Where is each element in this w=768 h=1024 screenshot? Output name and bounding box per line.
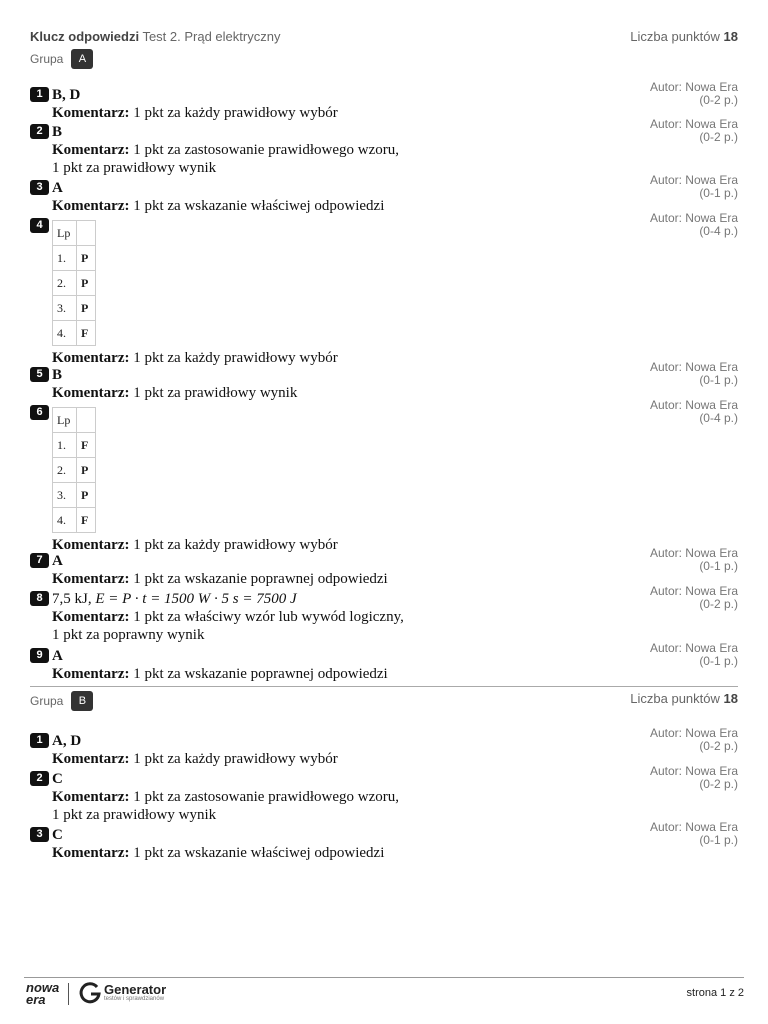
logo-line-1: nowa xyxy=(26,980,60,995)
points-value: 18 xyxy=(723,691,738,706)
points-range: (0-1 p.) xyxy=(699,186,738,200)
question-a1 xyxy=(30,80,738,122)
points-range: (0-2 p.) xyxy=(699,739,738,753)
comment-text: 1 pkt za prawidłowy wynik xyxy=(133,385,298,401)
comment-text: 1 pkt za wskazanie poprawnej odpowiedzi xyxy=(133,571,388,587)
table-row: 4. F xyxy=(53,508,96,533)
author: Autor: Nowa Era xyxy=(649,80,738,94)
comment-line-2: 1 pkt za poprawny wynik xyxy=(52,627,205,643)
question-meta xyxy=(650,399,738,425)
group-badge: B xyxy=(71,691,93,711)
question-a8 xyxy=(30,584,738,644)
document-title: Klucz odpowiedzi xyxy=(30,29,140,44)
author: Autor: Nowa Era xyxy=(649,360,738,374)
group-a-label xyxy=(30,49,93,69)
question-a2 xyxy=(30,117,738,177)
comment-label: Komentarz: xyxy=(52,350,130,366)
group-b-label xyxy=(30,691,93,711)
points-range: (0-2 p.) xyxy=(699,93,738,107)
comment xyxy=(52,665,738,683)
table-row: 1. F xyxy=(53,433,96,458)
comment xyxy=(52,570,738,588)
question-meta xyxy=(650,361,738,387)
answer-table xyxy=(52,407,96,533)
answer: B xyxy=(52,367,63,383)
group-badge: A xyxy=(71,49,93,69)
author: Autor: Nowa Era xyxy=(649,820,738,834)
table-row: 2. P xyxy=(53,458,96,483)
comment-label: Komentarz: xyxy=(52,751,130,767)
points-range: (0-4 p.) xyxy=(699,224,738,238)
points-range: (0-2 p.) xyxy=(699,597,738,611)
answer-table xyxy=(52,220,96,346)
group-label: Grupa xyxy=(30,52,64,66)
comment xyxy=(52,788,738,806)
author: Autor: Nowa Era xyxy=(649,546,738,560)
comment-text: 1 pkt za każdy prawidłowy wybór xyxy=(133,350,338,366)
comment-text: 1 pkt za wskazanie poprawnej odpowiedzi xyxy=(133,666,388,682)
question-number: 7 xyxy=(30,553,49,568)
question-b3 xyxy=(30,820,738,862)
question-a4 xyxy=(30,211,738,367)
question-number: 9 xyxy=(30,648,49,663)
question-number: 5 xyxy=(30,367,49,382)
comment-text: 1 pkt za wskazanie właściwej odpowiedzi xyxy=(133,845,385,861)
comment-label: Komentarz: xyxy=(52,105,130,121)
table-header: Lp xyxy=(53,408,77,433)
question-meta xyxy=(650,642,738,668)
comment-label: Komentarz: xyxy=(52,571,130,587)
comment-text: 1 pkt za wskazanie właściwej odpowiedzi xyxy=(133,198,385,214)
comment-text: 1 pkt za każdy prawidłowy wybór xyxy=(133,105,338,121)
answer-formula: E = P · t = 1500 W · 5 s = 7500 J xyxy=(95,591,297,607)
question-meta xyxy=(650,585,738,611)
table-header: Lp xyxy=(53,221,77,246)
table-row: 3. P xyxy=(53,483,96,508)
question-number: 2 xyxy=(30,771,49,786)
comment xyxy=(52,141,738,159)
points-value: 18 xyxy=(723,29,738,44)
answer: A xyxy=(52,180,63,196)
question-a7 xyxy=(30,546,738,588)
question-number: 4 xyxy=(30,218,49,233)
comment-label: Komentarz: xyxy=(52,385,130,401)
page-number: strona 1 z 2 xyxy=(686,987,744,999)
comment xyxy=(52,844,738,862)
question-meta xyxy=(650,727,738,753)
question-number: 3 xyxy=(30,827,49,842)
points-range: (0-1 p.) xyxy=(699,559,738,573)
author: Autor: Nowa Era xyxy=(649,211,738,225)
answer: B, D xyxy=(52,87,81,103)
question-meta xyxy=(650,765,738,791)
question-number: 1 xyxy=(30,87,49,102)
comment xyxy=(52,608,738,626)
comment-label: Komentarz: xyxy=(52,537,130,553)
comment-text: 1 pkt za zastosowanie prawidłowego wzoru, xyxy=(133,142,399,158)
comment-label: Komentarz: xyxy=(52,198,130,214)
question-number: 3 xyxy=(30,180,49,195)
answer: A xyxy=(52,553,63,569)
group-b-points xyxy=(630,691,738,706)
table-row: 1. P xyxy=(53,246,96,271)
comment-label: Komentarz: xyxy=(52,845,130,861)
generator-title: Generator xyxy=(104,982,167,997)
generator-g-icon xyxy=(78,981,102,1005)
author: Autor: Nowa Era xyxy=(649,173,738,187)
comment xyxy=(52,349,738,367)
logo-line-2: era xyxy=(26,992,46,1007)
comment-text: 1 pkt za właściwy wzór lub wywód logiczny, xyxy=(133,609,404,625)
comment-label: Komentarz: xyxy=(52,142,130,158)
footer-divider xyxy=(24,977,744,978)
question-a3 xyxy=(30,173,738,215)
answer: A xyxy=(52,648,63,664)
points-range: (0-2 p.) xyxy=(699,777,738,791)
comment-text: 1 pkt za każdy prawidłowy wybór xyxy=(133,537,338,553)
question-number: 2 xyxy=(30,124,49,139)
table-row: 3. P xyxy=(53,296,96,321)
question-b2 xyxy=(30,764,738,824)
comment xyxy=(52,750,738,768)
author: Autor: Nowa Era xyxy=(649,584,738,598)
question-meta xyxy=(650,174,738,200)
question-a5 xyxy=(30,360,738,402)
comment-text: 1 pkt za zastosowanie prawidłowego wzoru, xyxy=(133,789,399,805)
answer: B xyxy=(52,124,63,140)
author: Autor: Nowa Era xyxy=(649,764,738,778)
comment xyxy=(52,104,738,122)
comment xyxy=(52,197,738,215)
question-meta xyxy=(650,547,738,573)
question-a9 xyxy=(30,641,738,683)
table-row: 4. F xyxy=(53,321,96,346)
nowa-era-logo xyxy=(26,982,59,1006)
comment-line-2: 1 pkt za prawidłowy wynik xyxy=(52,807,217,823)
page-header xyxy=(30,29,738,45)
points-range: (0-1 p.) xyxy=(699,654,738,668)
comment xyxy=(52,384,738,402)
author: Autor: Nowa Era xyxy=(649,641,738,655)
answer: A, D xyxy=(52,733,82,749)
comment-label: Komentarz: xyxy=(52,789,130,805)
question-meta xyxy=(650,81,738,107)
author: Autor: Nowa Era xyxy=(649,726,738,740)
points-label: Liczba punktów xyxy=(630,691,720,706)
answer-prefix: 7,5 kJ, xyxy=(52,591,92,607)
points-range: (0-1 p.) xyxy=(699,373,738,387)
question-meta xyxy=(650,821,738,847)
comment-label: Komentarz: xyxy=(52,609,130,625)
comment-label: Komentarz: xyxy=(52,666,130,682)
question-number: 6 xyxy=(30,405,49,420)
answer: C xyxy=(52,771,63,787)
document-subtitle: Test 2. Prąd elektryczny xyxy=(142,29,281,44)
logo-separator xyxy=(68,983,69,1005)
author: Autor: Nowa Era xyxy=(649,398,738,412)
group-label: Grupa xyxy=(30,694,64,708)
comment-text: 1 pkt za każdy prawidłowy wybór xyxy=(133,751,338,767)
question-meta xyxy=(650,118,738,144)
generator-subtitle: testów i sprawdzianów xyxy=(104,996,165,1002)
question-number: 8 xyxy=(30,591,49,606)
question-b1 xyxy=(30,726,738,768)
points-range: (0-4 p.) xyxy=(699,411,738,425)
answer: C xyxy=(52,827,63,843)
author: Autor: Nowa Era xyxy=(649,117,738,131)
total-points xyxy=(630,29,738,44)
question-number: 1 xyxy=(30,733,49,748)
table-row: 2. P xyxy=(53,271,96,296)
points-label: Liczba punktów xyxy=(630,29,720,44)
points-range: (0-2 p.) xyxy=(699,130,738,144)
question-meta xyxy=(650,212,738,238)
question-a6 xyxy=(30,398,738,554)
comment-line-2: 1 pkt za prawidłowy wynik xyxy=(52,160,217,176)
group-divider xyxy=(30,686,738,687)
points-range: (0-1 p.) xyxy=(699,833,738,847)
answer xyxy=(52,590,297,608)
